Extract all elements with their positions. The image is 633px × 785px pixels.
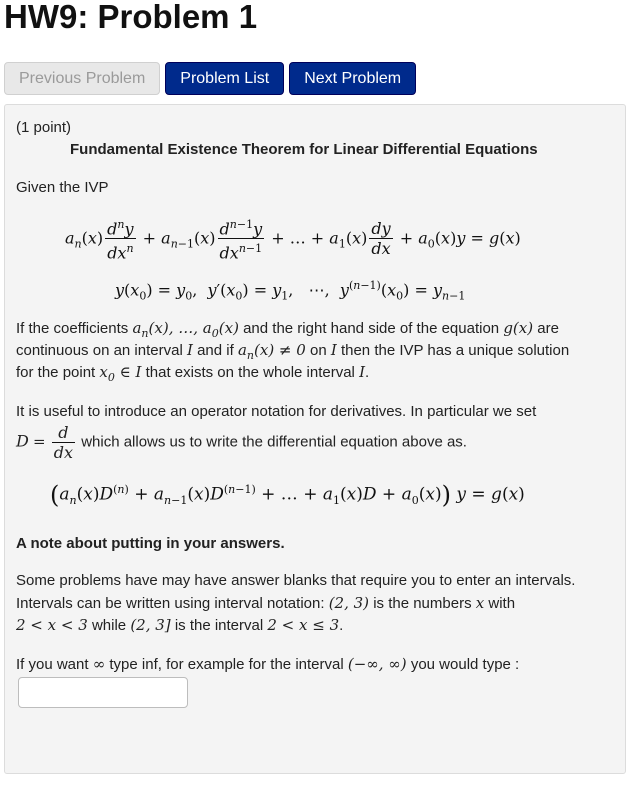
points-label: (1 point): [16, 119, 72, 136]
intervals-line-2: Intervals can be written using interval notation: (2, 3) is the numbers x with: [16, 594, 516, 612]
intervals-line-3: 2 < x < 3 while (2, 3] is the interval 2 < x ≤ 3.: [16, 616, 344, 634]
next-problem-button[interactable]: Next Problem: [289, 62, 416, 95]
page-title: HW9: Problem 1: [4, 0, 258, 35]
problem-list-button[interactable]: Problem List: [165, 62, 284, 95]
coefficients-line-3: for the point $x_0$ ∈ I that exists on the whole interval I.: [16, 363, 370, 384]
problem-nav: [4, 62, 421, 95]
coefficients-line-1: If the coefficients $a_n(x)$, …, $a_0(x)$ and the right hand side of the equation g(x) are: [16, 319, 559, 340]
initial-conditions: $y(x_0) = y_0$, $y'(x_0) = y_1$, ⋯, $y^{(n-1)}(x_0) = y_{n-1}$: [115, 279, 466, 303]
ode-equation: $a_n(x)$ $\frac{d^ny}{dx^n}$ + $a_{n-1}(x)$ $\frac{d^{n-1}y}{dx^{n-1}}$ + … + $a_1(x)$ $\frac{dy}{dx}$ + $a_0(x)y = g(x)$: [65, 215, 521, 263]
theorem-heading: Fundamental Existence Theorem for Linear Differential Equations: [70, 141, 538, 158]
operator-definition: D = $\frac{d}{dx}$ which allows us to write the differential equation above as.: [16, 423, 467, 462]
given-text: Given the IVP: [16, 179, 109, 196]
intervals-line-1: Some problems have may have answer blanks that require you to enter an intervals.: [16, 572, 576, 589]
problem-box: [4, 104, 626, 774]
operator-intro: It is useful to introduce an operator notation for derivatives. In particular we set: [16, 403, 537, 420]
coefficients-line-2: continuous on an interval I and if $a_n(x) \ne 0$ on I then the IVP has a unique solution: [16, 341, 570, 362]
previous-problem-button[interactable]: Previous Problem: [4, 62, 160, 95]
answer-input[interactable]: [18, 677, 188, 708]
infinity-instruction: If you want ∞ type inf, for example for the interval (−∞, ∞) you would type :: [16, 655, 520, 673]
note-heading: A note about putting in your answers.: [16, 535, 285, 552]
operator-equation: ($a_n(x)D^{(n)} + a_{n-1}(x)D^{(n-1)}$ + … + $a_1(x)D + a_0(x)$) y = g(x): [50, 481, 525, 509]
